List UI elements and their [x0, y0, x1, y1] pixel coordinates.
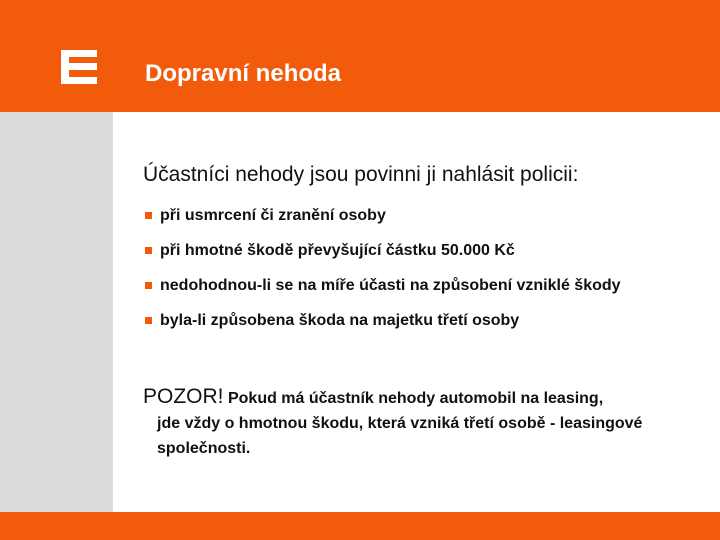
- side-panel: [0, 112, 113, 512]
- square-bullet-icon: [145, 282, 152, 289]
- list-item: [143, 277, 713, 312]
- list-item: [143, 312, 713, 347]
- content-heading: Účastníci nehody jsou povinni ji nahlásit policii:: [143, 163, 579, 186]
- bullet-list: [143, 207, 713, 347]
- square-bullet-icon: [145, 317, 152, 324]
- list-item: [143, 207, 713, 242]
- cez-logo-icon: [61, 50, 97, 84]
- warning-first-line: [143, 385, 718, 409]
- main-content: [143, 163, 713, 347]
- list-item-text: byla-li způsobena škoda na majetku třetí osoby: [160, 312, 520, 329]
- page-title: Dopravní nehoda: [145, 60, 342, 87]
- warning-prefix: POZOR!: [143, 385, 224, 408]
- square-bullet-icon: [145, 247, 152, 254]
- footer-bar: [0, 512, 720, 540]
- list-item: [143, 242, 713, 277]
- list-item-text: při usmrcení či zranění osoby: [160, 207, 386, 224]
- warning-note: [143, 385, 718, 461]
- warning-rest-text: jde vždy o hmotnou škodu, která vzniká třetí osobě - leasingové společnosti.: [157, 415, 643, 457]
- list-item-text: nedohodnou-li se na míře účasti na způsobení vzniklé škody: [160, 277, 621, 294]
- warning-line1-text: Pokud má účastník nehody automobil na leasing,: [227, 390, 604, 407]
- list-item-text: při hmotné škodě převyšující částku 50.000 Kč: [160, 242, 515, 259]
- header-bar: [0, 0, 720, 112]
- square-bullet-icon: [145, 212, 152, 219]
